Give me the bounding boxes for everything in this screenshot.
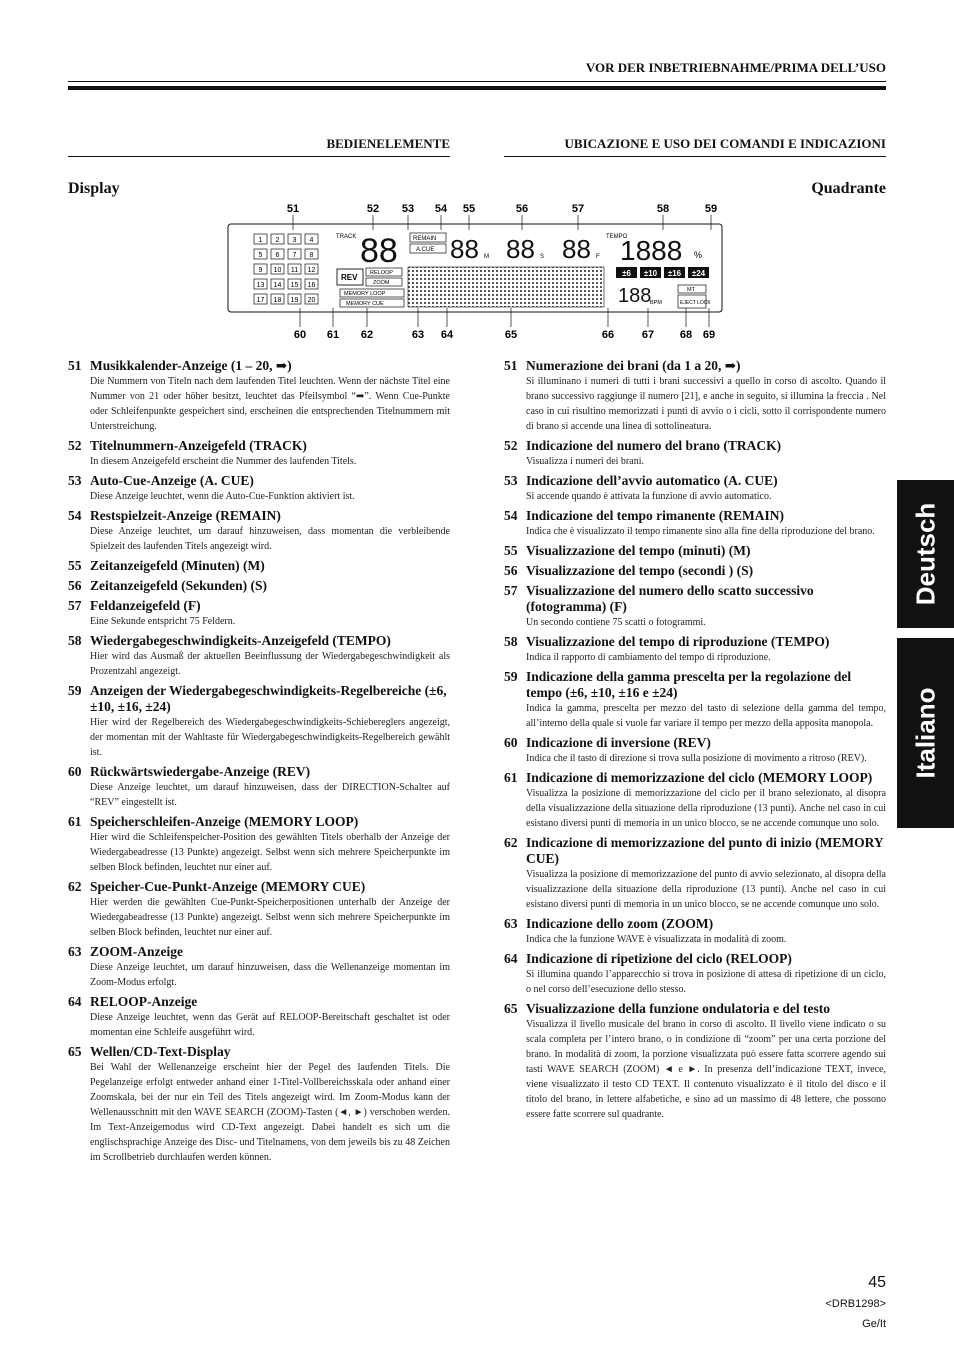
item-number: 58: [68, 633, 82, 648]
de-item-52: [68, 438, 450, 469]
calendar-number: 6: [275, 252, 280, 259]
bottom-callouts: [294, 308, 715, 341]
it-item-desc: Visualizza il livello musicale del brano in corso di ascolto. Il livello viene indicato o su scala completa per l’intero brano, o in condizione di “zoom” per una certa porzione del brano. In modalità di zoom, la porzione visualizzata può essere fatta scorrere agendo sui tasti WAVE SEARCH (ZOOM) ◄ e ►. In presenza dell’indicazione TEXT, invece, viene visualizzato il testo CD TEXT. Il contenuto visualizzato è il titolo del disco e il titolo del brano, in lettere alfabetiche, e sino ad un massimo di 48 lettere, che possono essere fatte scorrere sul quadrante.: [526, 1019, 886, 1120]
item-title-text: Indicazione di memorizzazione del punto di inizio (MEMORY CUE): [526, 835, 884, 866]
item-title-text: Auto-Cue-Anzeige (A. CUE): [90, 473, 254, 488]
item-number: 59: [504, 669, 518, 684]
calendar-number: 3: [292, 237, 297, 244]
it-item-title: [504, 634, 886, 650]
item-title-text: RELOOP-Anzeige: [90, 994, 198, 1009]
calendar-number: 10: [273, 267, 282, 274]
range-key-label: ±16: [667, 269, 682, 278]
item-title-text: Indicazione di memorizzazione del ciclo (MEMORY LOOP): [526, 770, 873, 785]
de-item-title: [68, 358, 450, 374]
de-item-title: [68, 633, 450, 649]
s-label: S: [540, 254, 545, 260]
header-rule-thin: [68, 81, 886, 82]
calendar-number: 13: [256, 282, 265, 289]
item-number: 57: [504, 583, 518, 598]
item-title-text: Rückwärtswiedergabe-Anzeige (REV): [90, 764, 311, 779]
it-item-title: [504, 358, 886, 374]
item-title-text: Visualizzazione del tempo (secondi ) (S): [526, 563, 754, 578]
callout-number: 56: [515, 203, 529, 215]
it-item-51: [504, 358, 886, 434]
item-number: 51: [504, 358, 518, 373]
it-item-64: [504, 951, 886, 997]
de-item-title: [68, 879, 450, 895]
item-number: 63: [68, 944, 82, 959]
de-item-title: [68, 764, 450, 780]
callout-number: 66: [601, 329, 615, 341]
calendar-number: 4: [309, 237, 314, 244]
de-item-desc: Hier wird die Schleifenspeicher-Position des gewählten Titels oberhalb der Anzeige der Wiedergabeadresse (13 Punkte) angezeigt. Selbst wenn sich mehrere Speicherpunkte im selben Block befinden, leuchtet nur einer auf.: [90, 832, 450, 873]
percent-label: %: [694, 250, 703, 260]
item-number: 58: [504, 634, 518, 649]
callout-number: 64: [440, 329, 454, 341]
item-number: 51: [68, 358, 82, 373]
item-title-text: Feldanzeigefeld (F): [90, 598, 201, 613]
range-key-label: ±10: [643, 269, 658, 278]
item-title-text: Visualizzazione del tempo (minuti) (M): [526, 543, 751, 558]
de-item-title: [68, 558, 450, 574]
item-title-text: Titelnummern-Anzeigefeld (TRACK): [90, 438, 307, 453]
item-title-text: Musikkalender-Anzeige (1 – 20, ➡): [90, 358, 292, 373]
item-number: 53: [68, 473, 82, 488]
de-item-61: [68, 814, 450, 875]
de-item-title: [68, 814, 450, 830]
right-section-title: UBICAZIONE E USO DEI COMANDI E INDICAZIONI: [504, 136, 886, 157]
callout-number: 51: [286, 203, 300, 215]
it-item-title: [504, 735, 886, 751]
tab-italiano[interactable]: [897, 638, 954, 828]
minutes-digits: 88: [450, 234, 479, 264]
item-title-text: ZOOM-Anzeige: [90, 944, 183, 959]
it-item-desc: Si illumina quando l’apparecchio si trova in posizione di attesa di ripetizione di un ciclo, o nel corso dell’esecuzione dello stesso.: [526, 969, 886, 995]
left-column: [68, 358, 450, 1169]
calendar-number: 20: [307, 297, 316, 304]
callout-number: 62: [360, 329, 374, 341]
it-item-65: [504, 1001, 886, 1122]
it-item-52: [504, 438, 886, 469]
it-item-title: [504, 951, 886, 967]
de-item-65: [68, 1044, 450, 1165]
item-number: 57: [68, 598, 82, 613]
callout-number: 57: [571, 203, 585, 215]
item-title-text: Speicher-Cue-Punkt-Anzeige (MEMORY CUE): [90, 879, 366, 894]
it-item-57: [504, 583, 886, 630]
it-item-title: [504, 770, 886, 786]
de-item-55: [68, 558, 450, 574]
calendar-number: 18: [273, 297, 282, 304]
de-item-desc: Die Nummern von Titeln nach dem laufenden Titel leuchten. Wenn der nächste Titel eine Nummer von 21 oder höher besitzt, leuchtet das Pfeilsymbol “➡”. Wenn Cue-Punkte oder Schleifenpunkte gespeichert sind, erscheinen die entsprechenden Titelnummern mit Unterstreichung.: [90, 376, 450, 432]
item-title-text: Indicazione dello zoom (ZOOM): [526, 916, 714, 931]
tab-italiano-label: Italiano: [910, 687, 940, 779]
de-item-desc: Hier werden die gewählten Cue-Punkt-Speicherpositionen unterhalb der Anzeige der Wiedergabeadresse (13 Punkte) angezeigt. Selbst wenn sich mehrere Speicherpunkte im selben Block befinden, leuchtet nur einer auf.: [90, 897, 450, 938]
item-number: 52: [68, 438, 82, 453]
frames-digits: 88: [562, 234, 591, 264]
it-item-title: [504, 438, 886, 454]
item-title-text: Indicazione del tempo rimanente (REMAIN): [526, 508, 784, 523]
range-key-label: ±24: [691, 269, 706, 278]
calendar-number: 11: [290, 267, 299, 274]
bpm-digits: 188: [618, 285, 652, 307]
calendar-number: 7: [292, 252, 297, 259]
eject-lock-label: EJECT LOCK: [680, 300, 711, 306]
it-item-title: [504, 835, 886, 867]
de-item-title: [68, 994, 450, 1010]
it-item-desc: Indica la gamma, prescelta per mezzo del tasto di selezione della gamma del tempo, all’interno della quale si vuole far variare il tempo per mezzo della apposita manopola.: [526, 703, 886, 729]
item-number: 56: [68, 578, 82, 593]
de-item-desc: Eine Sekunde entspricht 75 Feldern.: [90, 616, 236, 627]
de-item-title: [68, 508, 450, 524]
page-header: VOR DER INBETRIEBNAHME/PRIMA DELL’USO: [585, 60, 886, 75]
de-item-title: [68, 438, 450, 454]
it-item-desc: Indica il rapporto di cambiamento del tempo di riproduzione.: [526, 652, 771, 663]
it-item-desc: Indica che è visualizzato il tempo rimanente sino alla fine della riproduzione del brano.: [526, 526, 875, 537]
left-subtitle: Display: [68, 180, 120, 197]
de-item-desc: Diese Anzeige leuchtet, wenn die Auto-Cue-Funktion aktiviert ist.: [90, 491, 355, 502]
calendar-number: 8: [309, 252, 314, 259]
de-item-64: [68, 994, 450, 1040]
it-item-54: [504, 508, 886, 539]
item-number: 59: [68, 683, 82, 698]
it-item-62: [504, 835, 886, 912]
calendar-number: 14: [273, 282, 282, 289]
it-item-title: [504, 508, 886, 524]
de-item-63: [68, 944, 450, 990]
item-title-text: Zeitanzeigefeld (Sekunden) (S): [90, 578, 267, 593]
calendar-number: 16: [307, 282, 316, 289]
it-item-desc: Si accende quando è attivata la funzione di avvio automatico.: [526, 491, 772, 502]
callout-number: 54: [434, 203, 448, 215]
item-title-text: Indicazione di inversione (REV): [526, 735, 711, 750]
item-number: 62: [68, 879, 82, 894]
de-item-title: [68, 683, 450, 715]
calendar-number: 12: [307, 267, 316, 274]
item-title-text: Visualizzazione del tempo di riproduzione (TEMPO): [526, 634, 830, 649]
it-item-title: [504, 563, 886, 579]
f-label: F: [596, 254, 600, 260]
item-title-text: Wiedergabegeschwindigkeits-Anzeigefeld (TEMPO): [90, 633, 391, 648]
item-title-text: Visualizzazione del numero dello scatto successivo (fotogramma) (F): [526, 583, 814, 614]
it-item-title: [504, 543, 886, 559]
de-item-51: [68, 358, 450, 434]
mt-label: MT: [687, 287, 695, 293]
it-item-desc: Visualizza la posizione di memorizzazione del punto di avvio selezionato, al disopra della visualizzazione della situazione della riproduzione (13 punti). Anche nel caso in cui esistano diversi punti di memoria in un unico blocco, se ne accende comunque uno solo.: [526, 869, 886, 910]
music-calendar: [254, 234, 318, 304]
de-item-desc: Hier wird das Ausmaß der aktuellen Beeinflussung der Wiedergabegeschwindigkeit als Prozentzahl angezeigt.: [90, 651, 450, 677]
calendar-number: 15: [290, 282, 299, 289]
de-item-desc: Bei Wahl der Wellenanzeige erscheint hier der Pegel des laufenden Titels. Die Pegelanzeige erfolgt entweder anhand einer 1-Titel-Vollbereichsskala oder anhand einer Zoomskala, bei der nur ein Teil des Titels angezeigt wird. Im Zoom-Modus kann der Wellenausschnitt mit den WAVE SEARCH (ZOOM)-Tasten (◄, ►) verschoben werden. Im Text-Anzeigemodus wird CD-Text angezeigt. Dabei handelt es sich um die englischsprachige Anzeige des Disc- und Titelnamens, von dem jeweils bis zu 48 Zeichen im Scrollbetrieb durchlaufen werden können.: [90, 1062, 450, 1163]
de-item-title: [68, 473, 450, 489]
rev-label: REV: [341, 273, 358, 282]
tempo-label: TEMPO: [606, 234, 628, 240]
it-item-desc: Visualizza i numeri dei brani.: [526, 456, 644, 467]
doc-code: <DRB1298>: [825, 1298, 886, 1310]
item-title-text: Indicazione del numero del brano (TRACK): [526, 438, 782, 453]
it-item-desc: Visualizza la posizione di memorizzazione del ciclo per il brano selezionato, al disopra della visualizzazione della situazione della riproduzione (13 punti). Anche nel caso in cui esistano diversi punti di memoria in un unico blocco, se ne accende comunque uno solo.: [526, 788, 886, 829]
m-label: M: [484, 254, 489, 260]
callout-number: 61: [326, 329, 340, 341]
de-item-desc: Diese Anzeige leuchtet, wenn das Gerät auf RELOOP-Bereitschaft geschaltet ist oder momentan eine Schleife ausgeführt wird.: [90, 1012, 450, 1038]
header-rule-thick: [68, 86, 886, 90]
it-item-title: [504, 473, 886, 489]
item-number: 64: [68, 994, 82, 1009]
de-item-60: [68, 764, 450, 810]
page-number: 45: [868, 1274, 886, 1291]
callout-number: 58: [656, 203, 670, 215]
item-title-text: Visualizzazione della funzione ondulatoria e del testo: [526, 1001, 830, 1016]
callout-number: 60: [293, 329, 307, 341]
tab-deutsch-label: Deutsch: [910, 502, 940, 606]
tab-deutsch[interactable]: [897, 480, 954, 628]
it-item-desc: Indica che il tasto di direzione si trova sulla posizione di movimento a ritroso (REV).: [526, 753, 867, 764]
de-item-desc: Diese Anzeige leuchtet, um darauf hinzuweisen, dass die Wellenanzeige momentan im Zoom-Modus erfolgt.: [90, 962, 450, 988]
it-item-60: [504, 735, 886, 766]
callout-number: 69: [702, 329, 716, 341]
item-number: 61: [68, 814, 82, 829]
de-item-59: [68, 683, 450, 760]
de-item-58: [68, 633, 450, 679]
it-item-desc: Si illuminano i numeri di tutti i brani successivi a quello in corso di ascolto. Quando il brano successivo raggiunge il numero [21], e anche in seguito, si illumina la freccia . Nel caso in cui risultino memorizzati i punti di avvio o i cicli, sotto il corrispondente numero di brano si accende una linea di sottolineatura.: [526, 376, 886, 432]
it-item-55: [504, 543, 886, 559]
lang-code: Ge/It: [862, 1318, 886, 1330]
item-number: 55: [504, 543, 518, 558]
remain-label: REMAIN: [413, 236, 437, 242]
de-item-title: [68, 578, 450, 594]
de-item-desc: Diese Anzeige leuchtet, um darauf hinzuweisen, dass der DIRECTION-Schalter auf “REV” eingestellt ist.: [90, 782, 450, 808]
item-number: 60: [504, 735, 518, 750]
it-item-63: [504, 916, 886, 947]
it-item-title: [504, 1001, 886, 1017]
callout-number: 59: [704, 203, 718, 215]
it-item-53: [504, 473, 886, 504]
item-number: 56: [504, 563, 518, 578]
callout-number: 65: [504, 329, 518, 341]
it-item-desc: Un secondo contiene 75 scatti o fotogrammi.: [526, 617, 706, 628]
calendar-number: 5: [258, 252, 263, 259]
it-item-desc: Indica che la funzione WAVE è visualizzata in modalità di zoom.: [526, 934, 787, 945]
callout-number: 67: [641, 329, 655, 341]
de-item-53: [68, 473, 450, 504]
right-column: [504, 358, 886, 1126]
top-callouts: [287, 203, 717, 230]
callout-number: 68: [679, 329, 693, 341]
item-title-text: Speicherschleifen-Anzeige (MEMORY LOOP): [90, 814, 359, 829]
de-item-desc: Hier wird der Regelbereich des Wiedergabegeschwindigkeits-Schiebereglers angezeigt, der momentan mit der Wahltaste für Wiedergabegeschwindigkeits-Regelbereich gewählt ist.: [90, 717, 450, 758]
de-item-desc: Diese Anzeige leuchtet, um darauf hinzuweisen, dass momentan die verbleibende Spielzeit des laufenden Titels angezeigt wird.: [90, 526, 450, 552]
track-label: TRACK: [336, 234, 357, 240]
item-number: 63: [504, 916, 518, 931]
item-number: 64: [504, 951, 518, 966]
item-number: 55: [68, 558, 82, 573]
wave-text-display: [408, 267, 604, 307]
calendar-number: 17: [256, 297, 265, 304]
item-title-text: Restspielzeit-Anzeige (REMAIN): [90, 508, 281, 523]
range-key-label: ±6: [622, 269, 631, 278]
callout-number: 55: [462, 203, 476, 215]
callout-number: 53: [401, 203, 415, 215]
zoom-label: ZOOM: [373, 280, 390, 286]
de-item-desc: In diesem Anzeigefeld erscheint die Nummer des laufenden Titels.: [90, 456, 357, 467]
item-title-text: Indicazione della gamma prescelta per la regolazione del tempo (±6, ±10, ±16 e ±24): [526, 669, 852, 700]
item-title-text: Anzeigen der Wiedergabegeschwindigkeits-Regelbereiche (±6, ±10, ±16, ±24): [90, 683, 447, 714]
it-item-61: [504, 770, 886, 831]
item-title-text: Indicazione di ripetizione del ciclo (RELOOP): [526, 951, 792, 966]
calendar-number: 2: [275, 237, 280, 244]
de-item-54: [68, 508, 450, 554]
item-number: 52: [504, 438, 518, 453]
it-item-56: [504, 563, 886, 579]
memory-cue-label: MEMORY CUE: [346, 301, 384, 307]
display-diagram: [220, 198, 730, 344]
item-title-text: Zeitanzeigefeld (Minuten) (M): [90, 558, 265, 573]
item-title-text: Numerazione dei brani (da 1 a 20, ➡): [526, 358, 741, 373]
item-number: 61: [504, 770, 518, 785]
de-item-57: [68, 598, 450, 629]
tempo-digits: 1888: [620, 235, 683, 266]
item-number: 53: [504, 473, 518, 488]
de-item-62: [68, 879, 450, 940]
item-title-text: Indicazione dell’avvio automatico (A. CUE): [526, 473, 778, 488]
item-number: 65: [68, 1044, 82, 1059]
callout-number: 63: [411, 329, 425, 341]
it-item-title: [504, 669, 886, 701]
track-digits: 88: [360, 232, 398, 270]
seconds-digits: 88: [506, 234, 535, 264]
it-item-58: [504, 634, 886, 665]
item-number: 62: [504, 835, 518, 850]
item-title-text: Wellen/CD-Text-Display: [90, 1044, 231, 1059]
reloop-label: RELOOP: [370, 270, 393, 276]
de-item-title: [68, 1044, 450, 1060]
right-subtitle: Quadrante: [811, 180, 886, 197]
calendar-number: 9: [258, 267, 263, 274]
de-item-56: [68, 578, 450, 594]
calendar-number: 1: [258, 237, 263, 244]
de-item-title: [68, 944, 450, 960]
it-item-59: [504, 669, 886, 731]
range-keys: [616, 267, 709, 278]
acue-label: A.CUE: [416, 247, 435, 253]
it-item-title: [504, 583, 886, 615]
left-section-title: BEDIENELEMENTE: [68, 136, 450, 157]
de-item-title: [68, 598, 450, 614]
callout-number: 52: [366, 203, 380, 215]
bpm-label: BPM: [650, 300, 662, 306]
item-number: 54: [68, 508, 82, 523]
calendar-number: 19: [290, 297, 299, 304]
item-number: 60: [68, 764, 82, 779]
it-item-title: [504, 916, 886, 932]
item-number: 54: [504, 508, 518, 523]
memory-loop-label: MEMORY LOOP: [344, 291, 386, 297]
item-number: 65: [504, 1001, 518, 1016]
